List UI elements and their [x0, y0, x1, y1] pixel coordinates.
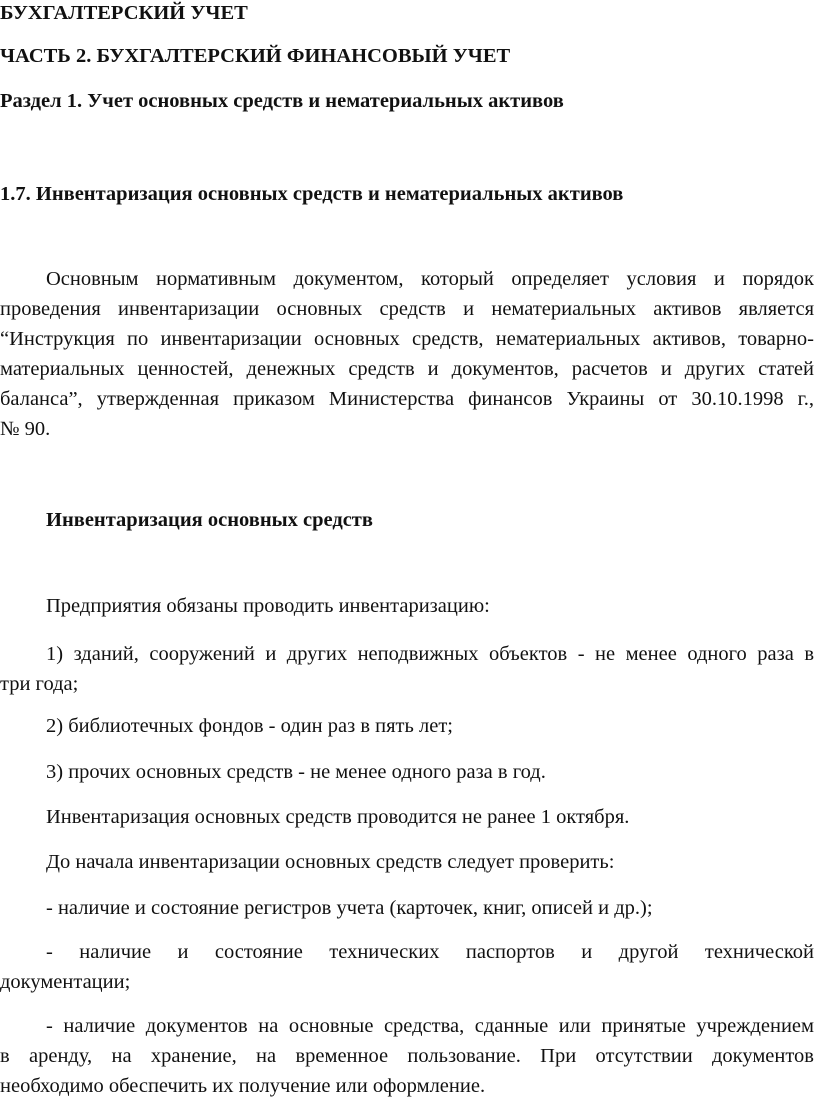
intro-line: материальных ценностей, денежных средств и документов, расчетов и других статей	[0, 358, 814, 380]
intro-line: “Инструкция по инвентаризации основных средств, нематериальных активов, товарно-	[0, 328, 814, 350]
list-item: 2) библиотечных фондов - один раз в пять лет;	[46, 715, 453, 737]
intro-line: проведения инвентаризации основных средств и нематериальных активов является	[0, 298, 814, 320]
check-lead: До начала инвентаризации основных средств следует проверить:	[46, 851, 615, 873]
list-item: 1) зданий, сооружений и других неподвижных объектов - не менее одного раза в	[46, 643, 814, 665]
check-item: - наличие и состояние технических паспортов и другой технической	[46, 941, 814, 963]
obligation-lead: Предприятия обязаны проводить инвентаризацию:	[46, 595, 490, 617]
document-title: БУХГАЛТЕРСКИЙ УЧЕТ	[0, 2, 248, 24]
part-title: ЧАСТЬ 2. БУХГАЛТЕРСКИЙ ФИНАНСОВЫЙ УЧЕТ	[0, 45, 511, 67]
list-item-continuation: три года;	[0, 673, 79, 695]
intro-line: баланса”, утвержденная приказом Министерства финансов Украины от 30.10.1998 г.,	[0, 388, 814, 410]
check-item-continuation: документации;	[0, 971, 131, 993]
check-item-continuation: необходимо обеспечить их получение или оформление.	[0, 1075, 486, 1097]
subsection-title: 1.7. Инвентаризация основных средств и нематериальных активов	[0, 183, 624, 205]
check-item: - наличие и состояние регистров учета (карточек, книг, описей и др.);	[46, 897, 653, 919]
timing-note: Инвентаризация основных средств проводится не ранее 1 октября.	[46, 806, 630, 828]
section-title: Раздел 1. Учет основных средств и нематериальных активов	[0, 90, 564, 112]
check-item-continuation: в аренду, на хранение, на временное пользование. При отсутствии документов	[0, 1045, 814, 1067]
check-item: - наличие документов на основные средства, сданные или принятые учреждением	[46, 1015, 814, 1037]
intro-line: № 90.	[0, 418, 51, 440]
intro-line: Основным нормативным документом, который определяет условия и порядок	[46, 268, 814, 290]
fixed-assets-heading: Инвентаризация основных средств	[46, 509, 373, 531]
list-item: 3) прочих основных средств - не менее одного раза в год.	[46, 761, 546, 783]
